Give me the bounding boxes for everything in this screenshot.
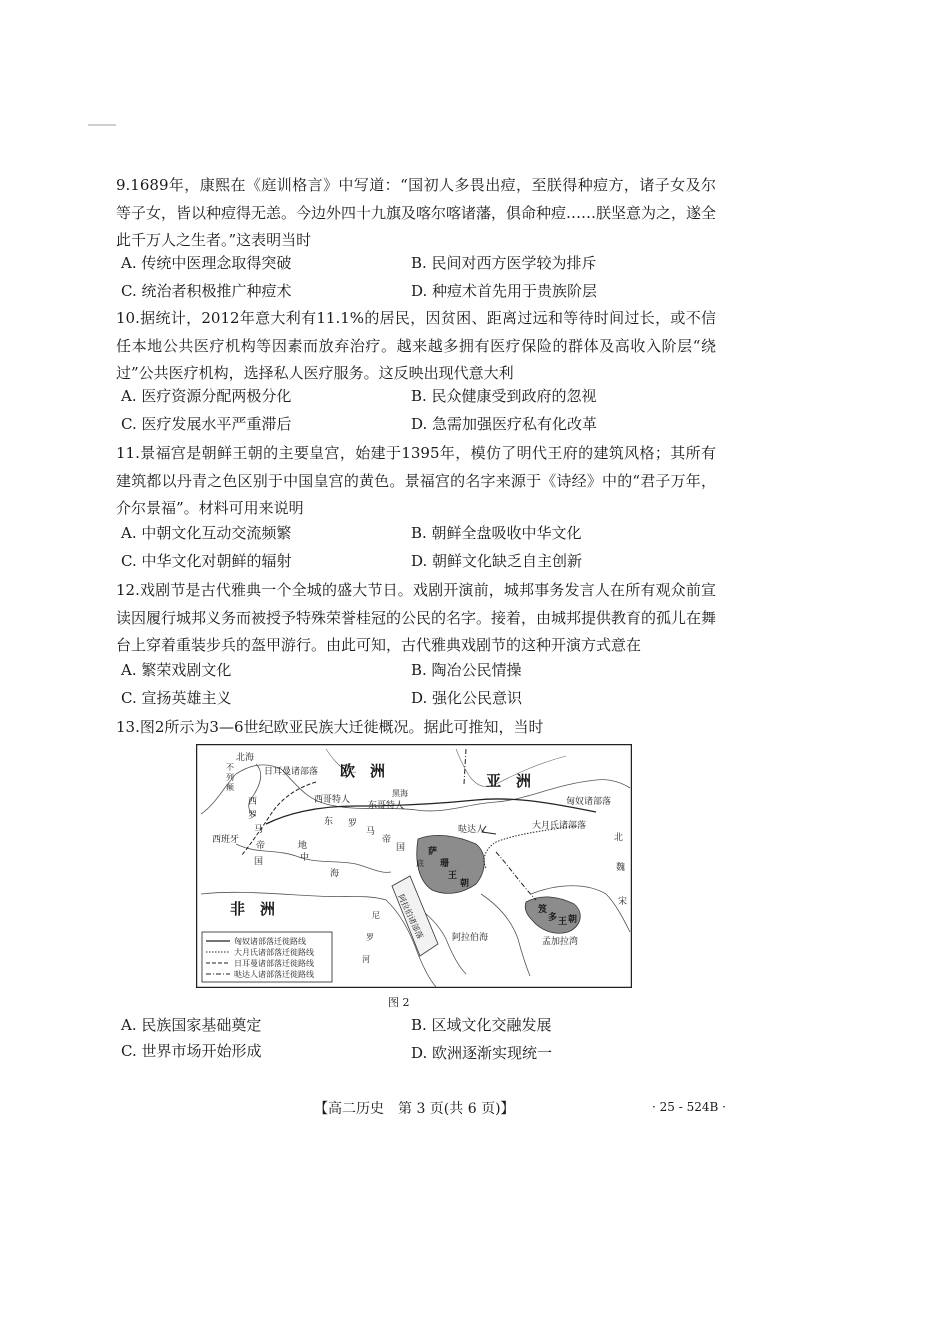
map-label-gupta-3: 王 (558, 917, 568, 927)
map-label-arabian-sea: 阿拉伯海 (452, 933, 489, 943)
q13-option-b[interactable]: B. 区域文化交融发展 (411, 1016, 552, 1034)
map-label-nile-1: 尼 (372, 911, 380, 920)
map-label-wr-2: 罗 (248, 811, 258, 821)
map-label-germanic: 日耳曼诸部落 (264, 767, 319, 777)
map-label-gupta-1: 笈 (538, 905, 548, 915)
q13-option-c[interactable]: C. 世界市场开始形成 (121, 1042, 262, 1060)
q9-option-b[interactable]: B. 民间对西方医学较为排斥 (411, 254, 597, 272)
map-label-sasanian-3: 王 (448, 871, 458, 881)
q11-option-d[interactable]: D. 朝鲜文化缺乏自主创新 (411, 552, 583, 570)
q10-option-a[interactable]: A. 医疗资源分配两极分化 (121, 387, 292, 405)
map-label-britain-1: 不 (226, 763, 234, 772)
map-label-song: 宋 (618, 897, 628, 907)
map-label-er-1: 东 (324, 817, 334, 827)
q9-option-d[interactable]: D. 种痘术首先用于贵族阶层 (411, 282, 598, 300)
map-label-sasanian-4: 朝 (460, 879, 470, 889)
map-label-er-3: 马 (366, 827, 376, 837)
map-label-tigris: 底 (416, 859, 424, 868)
legend-item-huns: 匈奴诸部落迁徙路线 (234, 937, 306, 946)
map-label-arabian-tribes: 阿拉伯诸部落 (396, 893, 425, 941)
map-label-north-wei-1: 北 (614, 833, 624, 843)
q12-option-a[interactable]: A. 繁荣戏剧文化 (121, 661, 232, 679)
migration-map (196, 744, 632, 988)
map-label-asia: 亚 洲 (486, 772, 532, 790)
map-label-er-4: 帝 (382, 835, 392, 845)
map-label-bengal: 孟加拉湾 (542, 937, 579, 947)
q13-option-d[interactable]: D. 欧洲逐渐实现统一 (411, 1044, 553, 1062)
map-label-nile-2: 罗 (366, 933, 374, 942)
q13-option-a[interactable]: A. 民族国家基础奠定 (121, 1016, 262, 1034)
page-footer-title: 【高二历史 第 3 页(共 6 页)】 (314, 1101, 515, 1117)
q12-option-c[interactable]: C. 宣扬英雄主义 (121, 689, 232, 707)
map-label-gupta-2: 多 (548, 913, 558, 923)
map-label-nile-3: 河 (362, 955, 370, 964)
q11-option-c[interactable]: C. 中华文化对朝鲜的辐射 (121, 552, 292, 570)
q12-option-b[interactable]: B. 陶冶公民情操 (411, 661, 522, 679)
map-label-wr-3: 马 (254, 825, 264, 835)
q11-option-a[interactable]: A. 中朝文化互动交流频繁 (121, 524, 292, 542)
map-label-britain-3: 颠 (226, 783, 234, 792)
q12-option-d[interactable]: D. 强化公民意识 (411, 689, 523, 707)
question-9-stem: 9.1689年，康熙在《庭训格言》中写道：“国初人多畏出痘，至朕得种痘方，诸子女及尔等子女，皆以种痘得无恙。今边外四十九旗及喀尔喀诸藩，俱命种痘……朕坚意为之，遂全此千万人之生者。”这表明当时 (116, 176, 717, 249)
map-label-spain: 西班牙 (212, 835, 240, 845)
map-label-sasanian-1: 萨 (428, 847, 438, 857)
q9-option-c[interactable]: C. 统治者积极推广种痘术 (121, 282, 292, 300)
question-11-stem: 11.景福宫是朝鲜王朝的主要皇宫，始建于1395年，模仿了明代王府的建筑风格；其所有建筑都以丹青之色区别于中国皇宫的黄色。景福宫的名字来源于《诗经》中的“君子万年，介尔景福”。材料可用来说明 (116, 444, 716, 517)
map-label-gupta-4: 朝 (568, 915, 578, 925)
q10-option-c[interactable]: C. 医疗发展水平严重滞后 (121, 415, 292, 433)
map-label-wr-5: 国 (254, 857, 264, 867)
question-10-stem: 10.据统计，2012年意大利有11.1%的居民，因贫困、距离过远和等待时间过长，或不信任本地公共医疗机构等因素而放弃治疗。越来越多拥有医疗保险的群体及高收入阶层“绕过”公共医疗机构，选择私人医疗服务。这反映出现代意大利 (116, 309, 716, 382)
legend-item-hephthalites: 哒达人诸部落迁徙路线 (234, 970, 314, 979)
map-label-er-5: 国 (396, 843, 406, 853)
q10-option-b[interactable]: B. 民众健康受到政府的忽视 (411, 387, 597, 405)
legend-item-germanic: 日耳曼诸部落迁徙路线 (234, 959, 314, 968)
scan-mark (88, 124, 116, 126)
q11-option-b[interactable]: B. 朝鲜全盘吸收中华文化 (411, 524, 582, 542)
q10-option-d[interactable]: D. 急需加强医疗私有化改革 (411, 415, 598, 433)
figure-caption: 图 2 (388, 996, 410, 1009)
map-label-europe: 欧 洲 (340, 762, 386, 780)
map-label-north-sea: 北海 (236, 753, 255, 763)
map-label-wr-1: 西 (248, 797, 258, 807)
map-label-britain-2: 列 (226, 773, 234, 782)
exam-code: · 25 - 524B · (652, 1100, 726, 1114)
map-label-hephthalites: 哒达人 (458, 825, 486, 835)
map-label-yuezhi: 大月氏诸部落 (532, 821, 587, 831)
map-label-visigoths: 西哥特人 (314, 795, 351, 805)
map-label-sasanian-2: 珊 (440, 859, 450, 869)
map-label-wr-4: 帝 (256, 841, 266, 851)
map-label-med-2: 中 (300, 853, 310, 863)
map-label-med-3: 海 (330, 869, 340, 879)
question-12-stem: 12.戏剧节是古代雅典一个全城的盛大节日。戏剧开演前，城邦事务发言人在所有观众前宣读因履行城邦义务而被授予特殊荣誉桂冠的公民的名字。接着，由城邦提供教育的孤儿在舞台上穿着重装步兵的盔甲游行。由此可知，古代雅典戏剧节的这种开演方式意在 (116, 581, 717, 654)
map-label-er-2: 罗 (348, 819, 358, 829)
map-legend (202, 932, 332, 982)
map-label-north-wei-2: 魏 (616, 863, 626, 873)
legend-item-yuezhi: 大月氏诸部落迁徙路线 (234, 948, 314, 957)
map-label-africa: 非 洲 (230, 900, 276, 918)
map-label-huns: 匈奴诸部落 (566, 797, 612, 807)
map-label-black-sea: 黑海 (392, 789, 408, 798)
map-label-ostrogoths: 东哥特人 (368, 801, 405, 811)
map-label-med-1: 地 (298, 841, 308, 851)
question-13-stem: 13.图2所示为3—6世纪欧亚民族大迁徙概况。据此可推知，当时 (116, 718, 544, 736)
q9-option-a[interactable]: A. 传统中医理念取得突破 (121, 254, 292, 272)
